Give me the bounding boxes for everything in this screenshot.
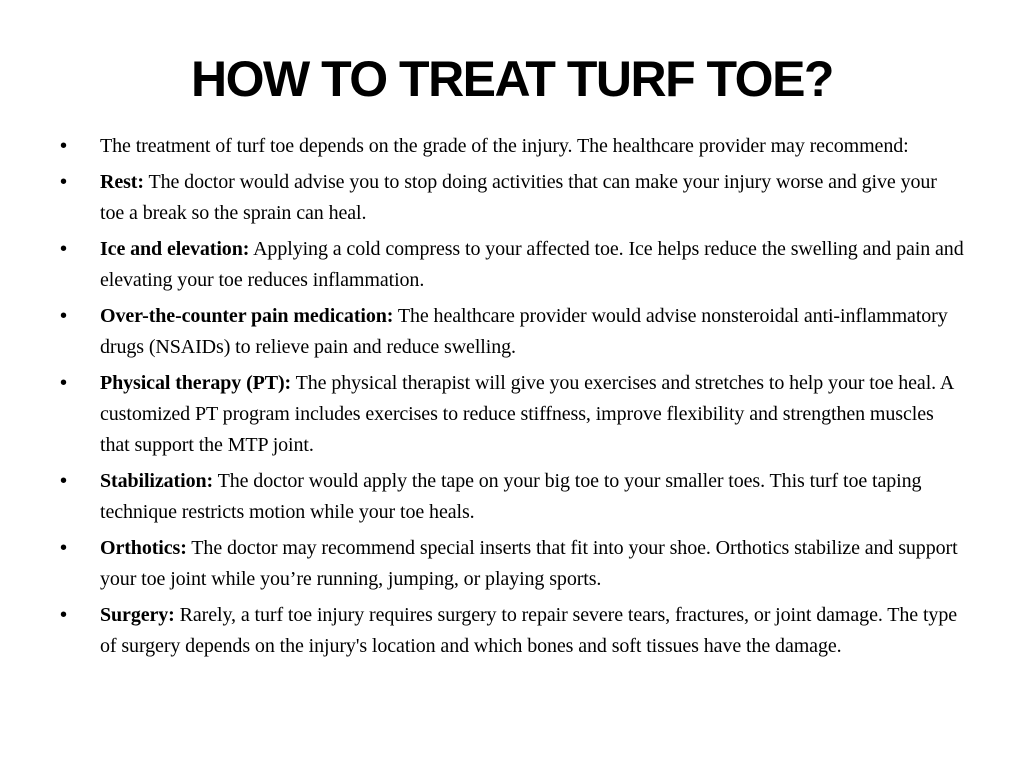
bullet-term: Orthotics: bbox=[100, 537, 187, 559]
bullet-icon: • bbox=[60, 135, 67, 157]
bullet-icon: • bbox=[60, 171, 67, 193]
bullet-text: The doctor may recommend special inserts that fit into your shoe. Orthotics stabilize and support your toe joint while you’re running, jumping, or playing sports. bbox=[100, 537, 958, 590]
bullet-list bbox=[60, 131, 965, 667]
bullet-term: Physical therapy (PT): bbox=[100, 372, 292, 394]
bullet-text: Applying a cold compress to your affected toe. Ice helps reduce the swelling and pain and elevating your toe reduces inflammation. bbox=[100, 238, 964, 291]
bullet-item-stabilization bbox=[60, 466, 965, 528]
bullet-term: Stabilization: bbox=[100, 470, 214, 492]
bullet-item-rest bbox=[60, 167, 965, 229]
bullet-item-ice-and-elevation bbox=[60, 234, 965, 296]
bullet-icon: • bbox=[60, 537, 67, 559]
bullet-icon: • bbox=[60, 372, 67, 394]
bullet-item-intro bbox=[60, 131, 965, 162]
bullet-item-orthotics bbox=[60, 533, 965, 595]
bullet-text: The doctor would advise you to stop doing activities that can make your injury worse and give your toe a break so the sprain can heal. bbox=[100, 171, 937, 224]
bullet-term: Surgery: bbox=[100, 604, 175, 626]
bullet-text: The physical therapist will give you exercises and stretches to help your toe heal. A customized PT program includes exercises to reduce stiffness, improve flexibility and strengthen muscles that support the MTP joint. bbox=[100, 372, 954, 456]
bullet-term: Over-the-counter pain medication: bbox=[100, 305, 394, 327]
bullet-icon: • bbox=[60, 305, 67, 327]
bullet-text: Rarely, a turf toe injury requires surgery to repair severe tears, fractures, or joint damage. The type of surgery depends on the injury's location and which bones and soft tissues have the damage. bbox=[100, 604, 958, 657]
bullet-icon: • bbox=[60, 604, 67, 626]
bullet-item-physical-therapy bbox=[60, 368, 965, 461]
bullet-text: The healthcare provider would advise nonsteroidal anti-inflammatory drugs (NSAIDs) to relieve pain and reduce swelling. bbox=[100, 305, 948, 358]
bullet-term: Ice and elevation: bbox=[100, 238, 250, 260]
bullet-text: The doctor would apply the tape on your big toe to your smaller toes. This turf toe taping technique restricts motion while your toe heals. bbox=[100, 470, 922, 523]
bullet-icon: • bbox=[60, 470, 67, 492]
bullet-text: The treatment of turf toe depends on the grade of the injury. The healthcare provider may recommend: bbox=[100, 135, 909, 157]
bullet-item-pain-medication bbox=[60, 301, 965, 363]
bullet-term: Rest: bbox=[100, 171, 144, 193]
bullet-icon: • bbox=[60, 238, 67, 260]
bullet-item-surgery bbox=[60, 600, 965, 662]
slide-title: HOW TO TREAT TURF TOE? bbox=[191, 51, 833, 107]
